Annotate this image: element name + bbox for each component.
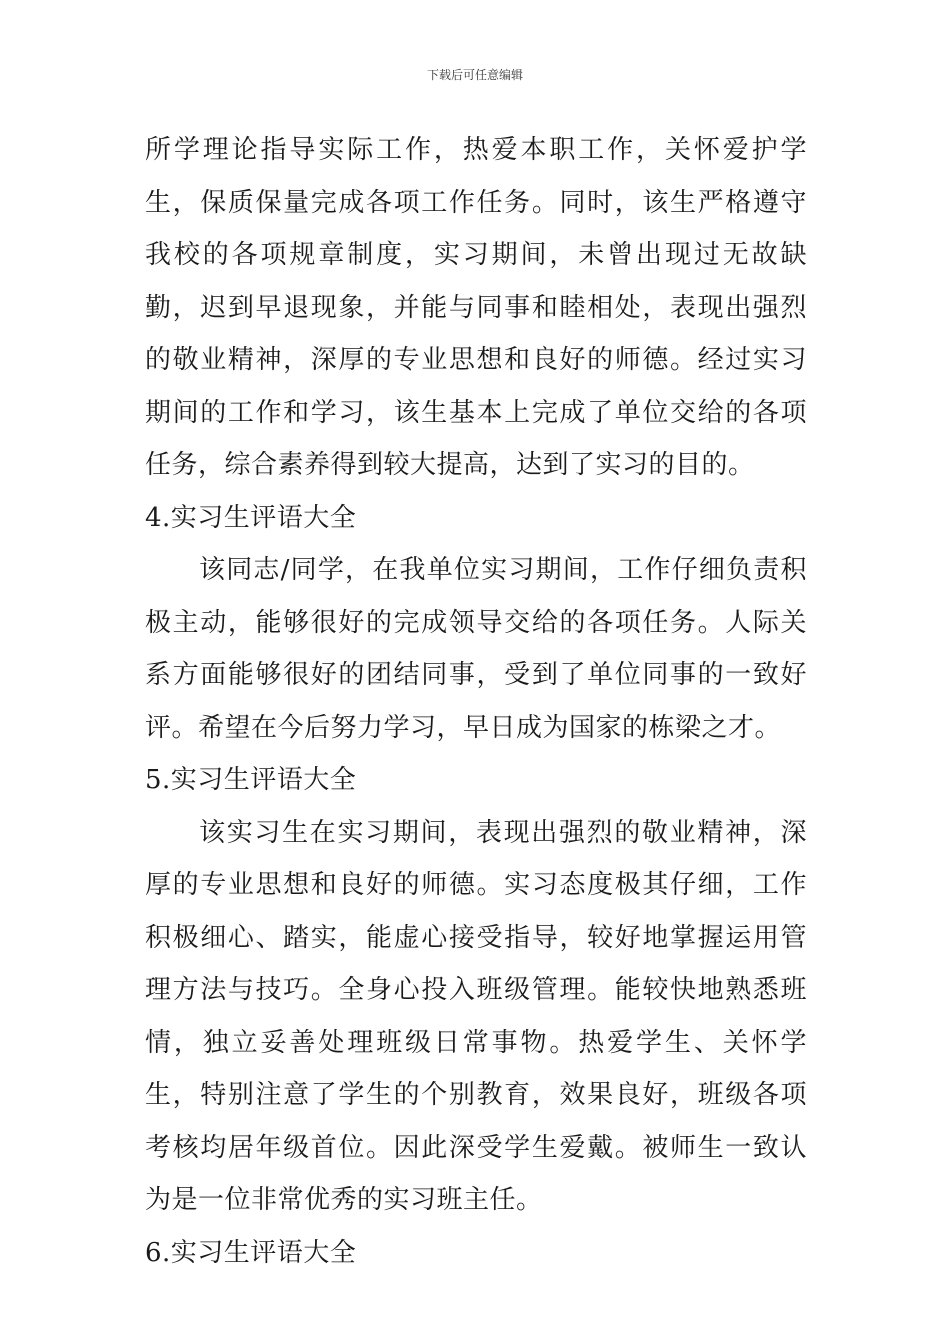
paragraph-section-5: 该实习生在实习期间，表现出强烈的敬业精神，深厚的专业思想和良好的师德。实习态度极其仔细，工作积极细心、踏实，能虚心接受指导，较好地掌握运用管理方法与技巧。全身心投入班级管理。能较快地熟悉班情，独立妥善处理班级日常事物。热爱学生、关怀学生，特别注意了学生的个别教育，效果良好，班级各项考核均居年级首位。因此深受学生爱戴。被师生一致认为是一位非常优秀的实习班主任。: [145, 817, 807, 1215]
paragraph-section-4: 该同志/同学，在我单位实习期间，工作仔细负责积极主动，能够很好的完成领导交给的各项任务。人际关系方面能够很好的团结同事，受到了单位同事的一致好评。希望在今后努力学习，早日成为国家的栋梁之才。: [145, 555, 807, 743]
paragraph-continuation: 所学理论指导实际工作，热爱本职工作，关怀爱护学生，保质保量完成各项工作任务。同时，该生严格遵守我校的各项规章制度，实习期间，未曾出现过无故缺勤，迟到早退现象，并能与同事和睦相处，表现出强烈的敬业精神，深厚的专业思想和良好的师德。经过实习期间的工作和学习，该生基本上完成了单位交给的各项任务，综合素养得到较大提高，达到了实习的目的。: [145, 135, 807, 480]
section-heading-6: 6.实习生评语大全: [145, 1237, 357, 1268]
page-header-note: 下载后可任意编辑: [426, 68, 523, 82]
section-heading-5: 5.实习生评语大全: [145, 765, 357, 795]
document-body: [145, 124, 807, 1279]
section-heading-4: 4.实习生评语大全: [145, 502, 357, 533]
